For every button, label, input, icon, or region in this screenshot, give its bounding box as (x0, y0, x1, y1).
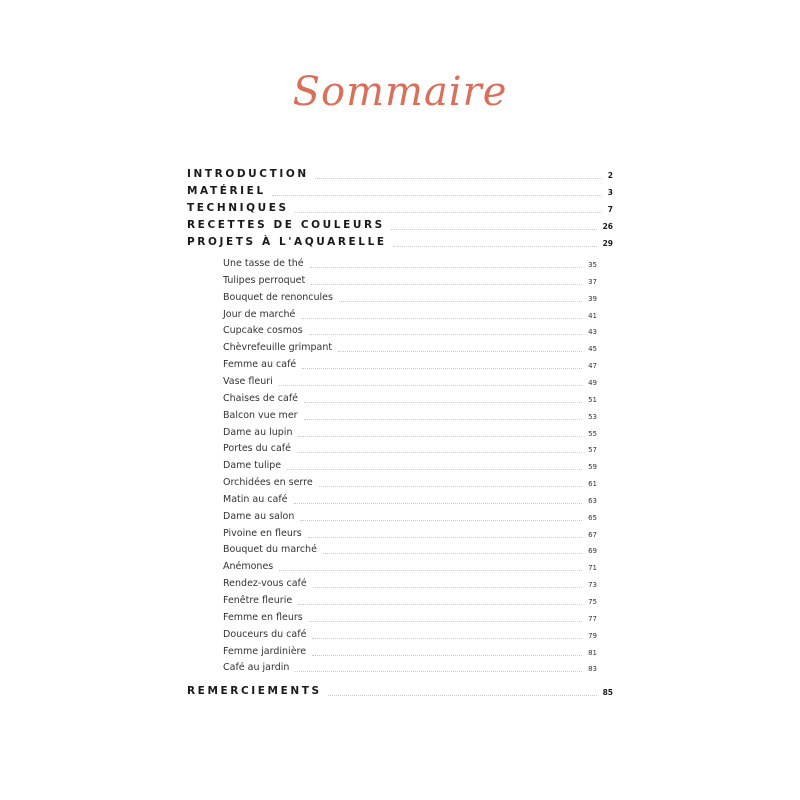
toc-project-entry[interactable] (223, 472, 597, 489)
toc-page-number: 77 (588, 614, 597, 623)
toc-page-number: 61 (588, 480, 597, 489)
toc-section-entry[interactable] (187, 198, 613, 215)
toc-entry-title: Jour de marché (223, 308, 296, 320)
toc-project-entry[interactable] (223, 337, 597, 354)
toc-project-entry[interactable] (223, 641, 597, 658)
dot-leader (279, 384, 582, 386)
toc-project-entry[interactable] (223, 590, 597, 607)
toc-entry-title: Femme au café (223, 359, 297, 371)
dot-leader (294, 502, 583, 504)
toc-project-entry[interactable] (223, 270, 597, 287)
toc-page-number: 3 (607, 188, 613, 197)
dot-leader (393, 245, 597, 247)
toc-page-number: 2 (607, 171, 613, 180)
dot-leader (309, 333, 582, 335)
toc-project-entry[interactable] (223, 506, 597, 523)
page-title: Sommaire (292, 69, 508, 115)
dot-leader (297, 451, 582, 453)
dot-leader (298, 603, 582, 605)
toc-entry-title: Matin au café (223, 493, 288, 505)
dot-leader (304, 401, 582, 403)
dot-leader (391, 228, 597, 230)
toc-entry-title: TECHNIQUES (187, 202, 289, 214)
dot-leader (300, 519, 582, 521)
toc-entry-title: Une tasse de thé (223, 258, 304, 269)
toc-entry-title: MATÉRIEL (187, 185, 266, 197)
toc-page-number: 7 (607, 205, 613, 214)
dot-leader (315, 177, 602, 179)
toc-entry-title: Pivoine en fleurs (223, 527, 302, 539)
toc-page-number: 41 (588, 311, 597, 320)
toc-entry-title: Femme jardinière (223, 645, 307, 657)
dot-leader (311, 283, 582, 285)
dot-leader (319, 485, 582, 487)
toc-section-entry[interactable] (187, 164, 613, 181)
toc-page-number: 53 (588, 412, 597, 421)
toc-entry-title: Anémones (223, 561, 274, 573)
toc-page-number: 59 (588, 463, 597, 472)
toc-entry-title: Tulipes perroquet (223, 274, 306, 286)
toc-page-number: 45 (588, 345, 597, 354)
toc-project-entry[interactable] (223, 422, 597, 439)
dot-leader (302, 367, 582, 369)
toc-project-entry[interactable] (223, 489, 597, 506)
toc-page-number: 69 (588, 547, 597, 556)
toc-entry-title: Chaises de café (223, 392, 299, 404)
toc-entry-title: INTRODUCTION (187, 168, 309, 180)
toc-project-entry[interactable] (223, 624, 597, 641)
toc-page-number: 83 (588, 665, 597, 674)
toc-entry-title: Femme en fleurs (223, 611, 303, 623)
dot-leader (339, 300, 582, 302)
dot-leader (279, 569, 582, 571)
toc-entry-title: Cupcake cosmos (223, 325, 303, 337)
toc-section-entry[interactable] (187, 215, 613, 232)
toc-entry-title: Bouquet du marché (223, 544, 317, 556)
toc-page-number: 57 (588, 446, 597, 455)
dot-leader (295, 211, 602, 213)
toc-page-number: 51 (588, 395, 597, 404)
toc-entry-title: Dame tulipe (223, 460, 282, 472)
toc-project-entry[interactable] (223, 287, 597, 304)
toc-section-entry[interactable] (187, 232, 613, 249)
toc-page-number: 85 (602, 688, 613, 697)
toc-page-number: 37 (588, 277, 597, 286)
dot-leader (312, 637, 582, 639)
dot-leader (272, 194, 602, 196)
toc-section-entry[interactable] (187, 181, 613, 198)
toc-entry-title: Dame au salon (223, 510, 295, 522)
dot-leader (308, 536, 582, 538)
toc-entry-title: Rendez-vous café (223, 578, 307, 590)
toc-entry-title: Chèvrefeuille grimpant (223, 342, 333, 354)
dot-leader (304, 418, 583, 420)
toc-page-number: 29 (602, 239, 613, 248)
toc-project-entry[interactable] (223, 438, 597, 455)
dot-leader (298, 435, 582, 437)
toc-entry-title: Balcon vue mer (223, 409, 298, 421)
dot-leader (287, 468, 582, 470)
toc-project-entry[interactable] (223, 523, 597, 540)
toc-project-entry[interactable] (223, 371, 597, 388)
toc-entry-title: Douceurs du café (223, 628, 307, 640)
dot-leader (295, 670, 582, 672)
toc-project-entry[interactable] (223, 455, 597, 472)
toc-entry-title: Café au jardin (223, 662, 290, 674)
dot-leader (323, 552, 582, 554)
toc-entry-title: REMERCIEMENTS (187, 685, 322, 697)
toc-page-number: 35 (588, 261, 597, 269)
toc-page-number: 71 (588, 564, 597, 573)
toc-project-entry[interactable] (223, 405, 597, 422)
toc-project-entry[interactable] (223, 607, 597, 624)
toc-page-number: 39 (588, 294, 597, 303)
toc-project-entry[interactable] (223, 304, 597, 321)
toc-page-number: 26 (602, 222, 613, 231)
toc-page-number: 49 (588, 378, 597, 387)
toc-entry-title: Orchidées en serre (223, 477, 313, 489)
dot-leader (328, 694, 597, 696)
dot-leader (313, 586, 582, 588)
toc-page-number: 47 (588, 362, 597, 371)
toc-entry-title: Vase fleuri (223, 375, 273, 387)
toc-project-entry[interactable] (223, 320, 597, 337)
toc-entry-title: Portes du café (223, 443, 291, 455)
toc-page-number: 63 (588, 496, 597, 505)
toc-section-entry[interactable] (187, 681, 613, 698)
toc-entry-title: PROJETS À L'AQUARELLE (187, 236, 387, 248)
toc-page-number: 67 (588, 530, 597, 539)
toc-project-entry[interactable] (223, 354, 597, 371)
toc-entry-title: Dame au lupin (223, 426, 293, 438)
toc-project-entry[interactable] (223, 539, 597, 556)
toc-page-number: 55 (588, 429, 597, 438)
toc-entry-title: Bouquet de renoncules (223, 291, 333, 303)
toc-page-number: 43 (588, 328, 597, 337)
dot-leader (310, 266, 582, 268)
toc-page-number: 65 (588, 513, 597, 522)
toc-entry-title: RECETTES DE COULEURS (187, 219, 385, 231)
toc-page-number: 79 (588, 631, 597, 640)
toc-page-number: 81 (588, 648, 597, 657)
dot-leader (309, 620, 582, 622)
toc-project-entry[interactable] (223, 573, 597, 590)
toc-page-number: 73 (588, 581, 597, 590)
dot-leader (338, 350, 582, 352)
dot-leader (301, 317, 582, 319)
toc-project-entry[interactable] (223, 556, 597, 573)
toc-page-number: 75 (588, 598, 597, 606)
toc-project-entry[interactable] (223, 388, 597, 405)
toc-project-entry[interactable] (223, 253, 597, 270)
dot-leader (312, 654, 582, 656)
toc-entry-title: Fenêtre fleurie (223, 595, 293, 606)
toc-project-entry[interactable] (223, 657, 597, 674)
